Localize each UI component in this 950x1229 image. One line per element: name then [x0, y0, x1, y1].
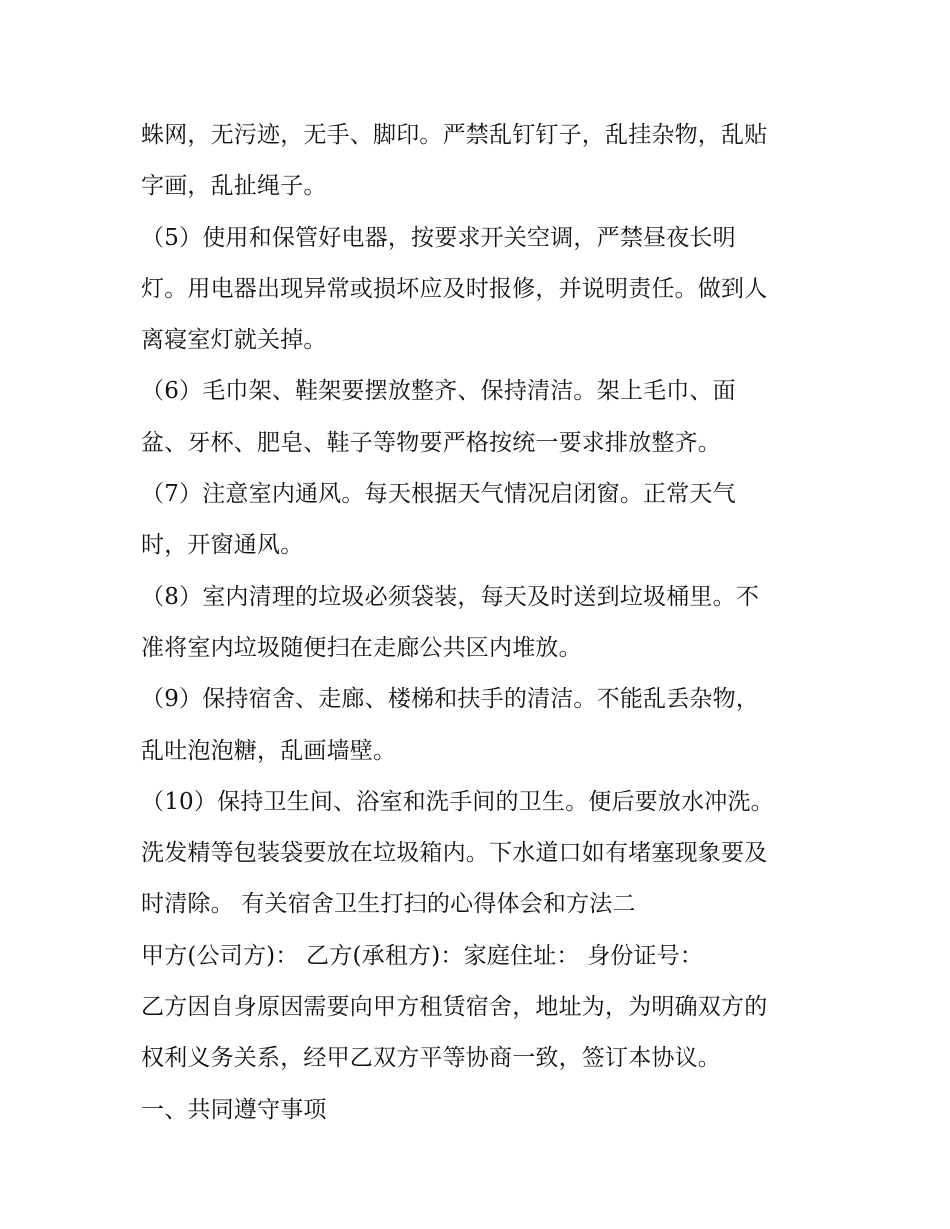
- text-line: 权利义务关系，经甲乙双方平等协商一致，签订本协议。: [141, 1045, 721, 1072]
- text-line: （5）使用和保管好电器，按要求开关空调，严禁昼夜长明: [141, 224, 736, 251]
- document-body: [141, 110, 821, 1136]
- text-line: 乱吐泡泡糖，乱画墙壁。: [141, 737, 397, 764]
- text-line: 乙方因自身原因需要向甲方租赁宿舍，地址为，为明确双方的: [141, 994, 768, 1021]
- text-line: 蛛网，无污迹，无手、脚印。严禁乱钉钉子，乱挂杂物，乱贴: [141, 122, 768, 148]
- text-line: （6）毛巾架、鞋架要摆放整齐、保持清洁。架上毛巾、面: [141, 378, 736, 405]
- text-line: 时，开窗通风。: [141, 532, 304, 559]
- text-line: （8）室内清理的垃圾必须袋装，每天及时送到垃圾桶里。不: [141, 583, 760, 610]
- text-line: 字画，乱扯绳子。: [141, 173, 327, 200]
- text-line: 甲方(公司方)： 乙方(承租方)：家庭住址： 身份证号：: [141, 942, 704, 969]
- text-line: （9）保持宿舍、走廊、楼梯和扶手的清洁。不能乱丢杂物，: [141, 686, 760, 713]
- text-line: （10）保持卫生间、浴室和洗手间的卫生。便后要放水冲洗。: [141, 788, 774, 815]
- text-line: 时清除。 有关宿舍卫生打扫的心得体会和方法二: [141, 891, 636, 918]
- text-line: 离寝室灯就关掉。: [141, 327, 327, 354]
- text-line: 灯。用电器出现异常或损坏应及时报修，并说明责任。做到人: [141, 275, 768, 302]
- text-line: 盆、牙杯、肥皂、鞋子等物要严格按统一要求排放整齐。: [141, 429, 721, 456]
- text-line: 准将室内垃圾随便扫在走廊公共区内堆放。: [141, 634, 582, 661]
- section-heading: 一、共同遵守事项: [141, 1096, 327, 1123]
- text-line: 洗发精等包装袋要放在垃圾箱内。下水道口如有堵塞现象要及: [141, 840, 768, 867]
- text-line: （7）注意室内通风。每天根据天气情况启闭窗。正常天气: [141, 481, 736, 508]
